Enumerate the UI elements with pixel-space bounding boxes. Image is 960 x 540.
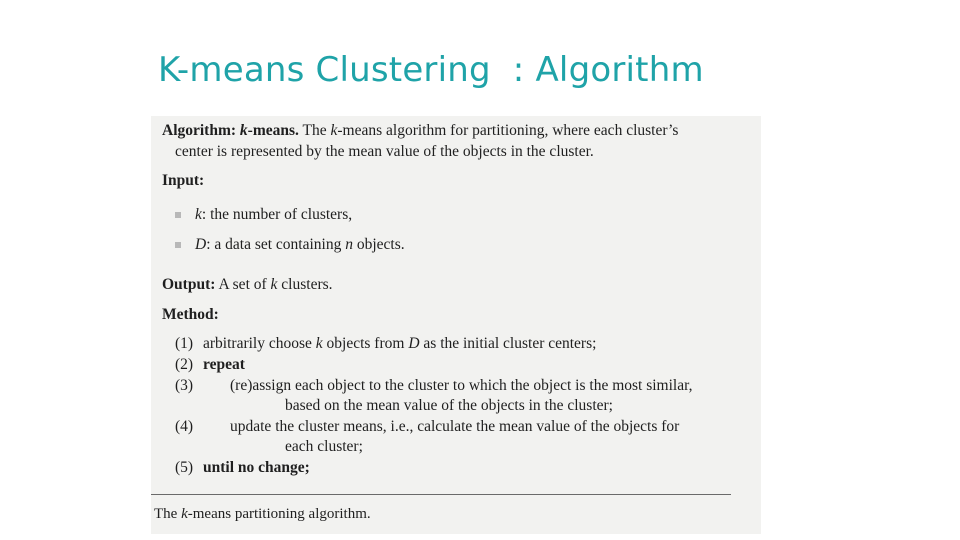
algorithm-desc-k: k (330, 122, 338, 139)
algorithm-header-line1 (162, 122, 678, 140)
step-2-text: repeat (203, 356, 245, 373)
step-5-text: until no change; (203, 459, 310, 476)
caption-text-a: The (154, 506, 178, 522)
input-item-k (195, 206, 352, 224)
step-1-var-k: k (315, 335, 323, 352)
step-1-var-d: D (408, 335, 420, 352)
algorithm-figure (151, 116, 761, 534)
bullet-icon (175, 242, 181, 248)
caption-text-b: -means partitioning algorithm. (187, 506, 371, 522)
output-var-k: k (270, 276, 278, 293)
step-1-text-c: as the initial cluster centers; (423, 335, 597, 352)
input-item-d (195, 236, 405, 254)
output-label: Output: (162, 276, 216, 293)
algorithm-label: Algorithm: (162, 122, 237, 139)
step-4-cont: each cluster; (285, 438, 363, 455)
slide-title: K-means Clustering : Algorithm (158, 50, 704, 90)
step-3-cont: based on the mean value of the objects in the cluster; (285, 397, 613, 414)
algorithm-desc-b: -means algorithm for partitioning, where each cluster’s (337, 122, 679, 139)
method-label: Method: (162, 306, 219, 323)
output-text-b: clusters. (281, 276, 333, 293)
step-number: (1) (175, 335, 194, 352)
input-text-d-a: : a data set containing (206, 236, 342, 253)
caption-rule (151, 494, 731, 495)
algorithm-desc-a: The (302, 122, 327, 139)
input-text-k: : the number of clusters, (201, 206, 353, 223)
step-4-text: update the cluster means, i.e., calculate the mean value of the objects for (230, 418, 680, 435)
step-number: (2) (175, 356, 194, 373)
algorithm-desc-line2: center is represented by the mean value of the objects in the cluster. (175, 143, 594, 160)
algorithm-name-k: k (239, 122, 248, 139)
input-var-k: k (195, 206, 202, 223)
output-line (162, 276, 333, 294)
step-1 (203, 335, 596, 353)
step-number: (4) (175, 418, 194, 435)
step-number: (5) (175, 459, 194, 476)
algorithm-name-suffix: -means. (247, 122, 299, 139)
bullet-icon (175, 212, 181, 218)
figure-caption (154, 506, 371, 523)
step-number: (3) (175, 377, 194, 394)
step-1-text-b: objects from (326, 335, 405, 352)
input-var-n: n (345, 236, 353, 253)
input-label: Input: (162, 172, 205, 189)
step-3-text: (re)assign each object to the cluster to which the object is the most similar, (230, 377, 693, 394)
caption-var-k: k (181, 506, 188, 522)
output-text-a: A set of (218, 276, 267, 293)
input-var-d: D (195, 236, 207, 253)
step-1-text-a: arbitrarily choose (203, 335, 312, 352)
input-text-d-b: objects. (356, 236, 405, 253)
